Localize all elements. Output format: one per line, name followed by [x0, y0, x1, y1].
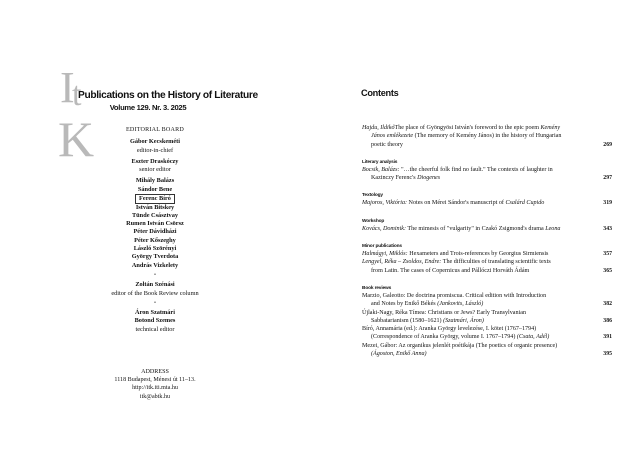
entry-line	[362, 132, 590, 140]
entry-text	[362, 226, 560, 232]
entry-title: (Correspondence of Aranka György, volume I. 1767–1794)	[371, 334, 517, 341]
page-number: 395	[603, 351, 612, 358]
toc-entry[interactable]	[362, 250, 612, 258]
entry-text	[362, 293, 546, 299]
toc-section	[362, 218, 612, 233]
entry-italic: János emlékezete	[371, 133, 414, 140]
entry-text	[362, 125, 560, 131]
entry-title: Bíró, Annamária (ed.): Aranka György levelezése, I. kötet (1767–1794)	[362, 326, 537, 333]
page-number: 365	[603, 267, 612, 274]
entry-author: Hajdu, Ildikó	[362, 125, 395, 131]
toc-entry[interactable]	[362, 258, 612, 275]
entry-line	[362, 317, 590, 325]
entry-author: Halmágyi, Miklós:	[362, 251, 408, 258]
entry-text	[362, 251, 548, 257]
entry-italic: (Jankovits, László)	[437, 301, 484, 308]
toc-entry[interactable]	[362, 342, 612, 359]
section-label: Book reviews	[362, 285, 392, 291]
toc-entry[interactable]	[362, 124, 612, 149]
board-member: Tünde Császtvay	[131, 211, 178, 219]
page-number: 391	[603, 334, 612, 341]
toc-section	[362, 243, 612, 275]
entry-line	[362, 225, 590, 233]
entry-title: Marzio, Galeotto: De doctrina promiscua. Critical edition with Introduction	[362, 292, 547, 299]
entry-line	[362, 342, 590, 350]
board-member: György Tverdota	[131, 253, 179, 261]
entry-title: "…the cheerful folk find no fault." The contexts of laughter in	[399, 166, 553, 173]
page-number: 357	[603, 251, 612, 258]
separator-bullet: •	[154, 272, 156, 278]
entry-italic: Csalárd Cupido	[505, 200, 545, 207]
separator-bullet: •	[154, 300, 156, 306]
toc-section	[362, 285, 612, 358]
journal-volume: Volume 129. Nr. 3. 2025	[109, 103, 187, 112]
entry-author: Majoros, Viktória:	[362, 200, 408, 207]
entry-text	[371, 268, 529, 274]
page-number: 343	[603, 225, 612, 232]
entry-title: The difficulties of translating scientific texts	[441, 259, 551, 266]
entry-title: The mimesis of "vulgarity" in Czakó Zsigmond's drama	[406, 225, 546, 232]
logo-letter-i: I	[60, 63, 75, 112]
entry-italic: Kemény	[540, 125, 561, 131]
entry-author: Bocsik, Balázs:	[362, 166, 400, 173]
entry-line	[362, 124, 590, 132]
board-members	[85, 177, 225, 269]
entry-text	[362, 326, 536, 332]
address-block	[85, 368, 225, 401]
entry-text	[371, 175, 440, 181]
book-review-editor-role: editor of the Book Review column	[111, 289, 199, 297]
toc-section	[362, 124, 612, 149]
contents-title: Contents	[361, 88, 399, 98]
page-number: 269	[603, 141, 612, 148]
logo-letter-k: K	[58, 111, 95, 167]
toc-entry[interactable]	[362, 309, 612, 326]
toc-entry[interactable]	[362, 225, 612, 233]
entry-line	[362, 258, 590, 266]
entry-text	[362, 343, 557, 349]
board-member: András Vizkelety	[131, 261, 179, 269]
entry-author: Lengyel, Réka – Zsoldos, Endre:	[362, 259, 442, 266]
entry-italic: Diogenes	[417, 175, 441, 182]
section-label: Workshop	[362, 218, 385, 224]
toc-entry[interactable]	[362, 325, 612, 342]
entry-line	[362, 250, 590, 258]
journal-title: Publications on the History of Literature	[78, 90, 258, 101]
entry-text	[371, 142, 403, 148]
table-of-contents	[362, 124, 612, 358]
entry-line	[362, 174, 590, 182]
entry-title: Kazinczy Ferenc's	[371, 175, 418, 182]
page-number: 382	[603, 301, 612, 308]
page-number: 297	[603, 175, 612, 182]
toc-entry[interactable]	[362, 199, 612, 207]
entry-title: Újlaki-Nagy, Réka Tímea: Christians or Jews? Early Transylvanian	[362, 309, 526, 316]
editorial-board-heading: EDITORIAL BOARD	[125, 127, 184, 133]
board-member-boxed: Ferenc Bíró	[135, 194, 175, 204]
entry-title: from Latin. The cases of Copernicus and Pállóczi Horváth Ádám	[371, 267, 530, 274]
entry-title: Mezei, Gábor: Az organikus jelenlét poétikája (The poetics of organic presence)	[362, 342, 558, 349]
entry-title: Sabbatarianism (1580–1621)	[371, 317, 444, 324]
entry-title: and Notes by Enikő Békés	[371, 301, 438, 308]
address-street: 1118 Budapest, Ménesi út 11–13.	[114, 377, 196, 384]
board-member: Rumen István Csörsz	[126, 220, 184, 228]
entry-line	[362, 199, 590, 207]
entry-line	[362, 267, 590, 275]
board-member: László Szörényi	[133, 245, 177, 253]
entry-text	[362, 310, 526, 316]
entry-text	[362, 259, 551, 265]
entry-italic: Leona	[545, 225, 561, 232]
address-heading: ADDRESS	[141, 369, 169, 375]
entry-text	[371, 351, 427, 357]
technical-editor-name: Botond Szemes	[134, 317, 176, 325]
logo-letter-t: t	[72, 76, 82, 113]
editor-in-chief-role: editor-in-chief	[136, 146, 174, 154]
board-member: Péter Dávidházi	[133, 228, 177, 236]
entry-text	[371, 334, 549, 340]
section-label: Literary analysis	[362, 159, 398, 165]
entry-text	[371, 133, 561, 139]
entry-italic: (Ágoston, Enikő Anna)	[371, 351, 427, 358]
entry-italic: (Csata, Adél)	[516, 334, 550, 341]
entry-line	[362, 166, 590, 174]
entry-line	[362, 292, 590, 300]
board-member: István Bitskey	[135, 203, 175, 211]
technical-editor-name: Áron Szatmári	[135, 309, 175, 317]
entry-line	[362, 300, 590, 308]
entry-text	[371, 301, 483, 307]
editor-in-chief-name: Gábor Kecskeméti	[129, 138, 181, 146]
address-email[interactable]: itk@abtk.hu	[139, 393, 171, 400]
entry-title: Notes on Mérei Sándor's manuscript of	[407, 200, 506, 207]
section-label: Textology	[362, 193, 383, 199]
senior-editor-role: senior editor	[139, 166, 171, 174]
entry-author: Kovács, Dominik:	[362, 225, 407, 232]
entry-text	[362, 200, 544, 206]
board-member	[85, 194, 225, 204]
entry-line	[362, 309, 590, 317]
toc-section	[362, 159, 612, 183]
entry-line	[362, 350, 590, 358]
toc-entry[interactable]	[362, 166, 612, 183]
entry-title: poetic theory	[371, 141, 403, 148]
board-member: Sándor Bene	[137, 185, 173, 193]
board-member: Péter Kőszeghy	[134, 236, 176, 244]
page-number: 386	[603, 317, 612, 324]
entry-title: Hexameters and Trois-references by Georgius Sirmiensis	[407, 251, 549, 258]
senior-editor-name: Eszter Draskóczy	[131, 157, 179, 165]
page-number: 319	[603, 200, 612, 207]
entry-line	[362, 333, 590, 341]
entry-line	[362, 141, 590, 149]
toc-section	[362, 192, 612, 207]
entry-line	[362, 325, 590, 333]
board-member: Mihály Balázs	[135, 177, 175, 185]
toc-entry[interactable]	[362, 292, 612, 309]
book-review-editor-name: Zoltán Szénási	[135, 281, 175, 289]
technical-editor-role: technical editor	[135, 325, 175, 333]
editorial-board	[85, 126, 225, 334]
entry-italic: (Szatmári, Áron)	[443, 317, 484, 324]
entry-text	[362, 167, 553, 173]
entry-title: The place of Gyöngyösi István's foreword to the epic poem	[394, 125, 541, 131]
entry-title: (The memory of Kemény János) in the history of Hungarian	[413, 133, 562, 140]
entry-text	[371, 318, 484, 324]
address-url[interactable]: http://itk.iti.mta.hu	[132, 385, 178, 392]
section-label: Minor publications	[362, 244, 402, 250]
